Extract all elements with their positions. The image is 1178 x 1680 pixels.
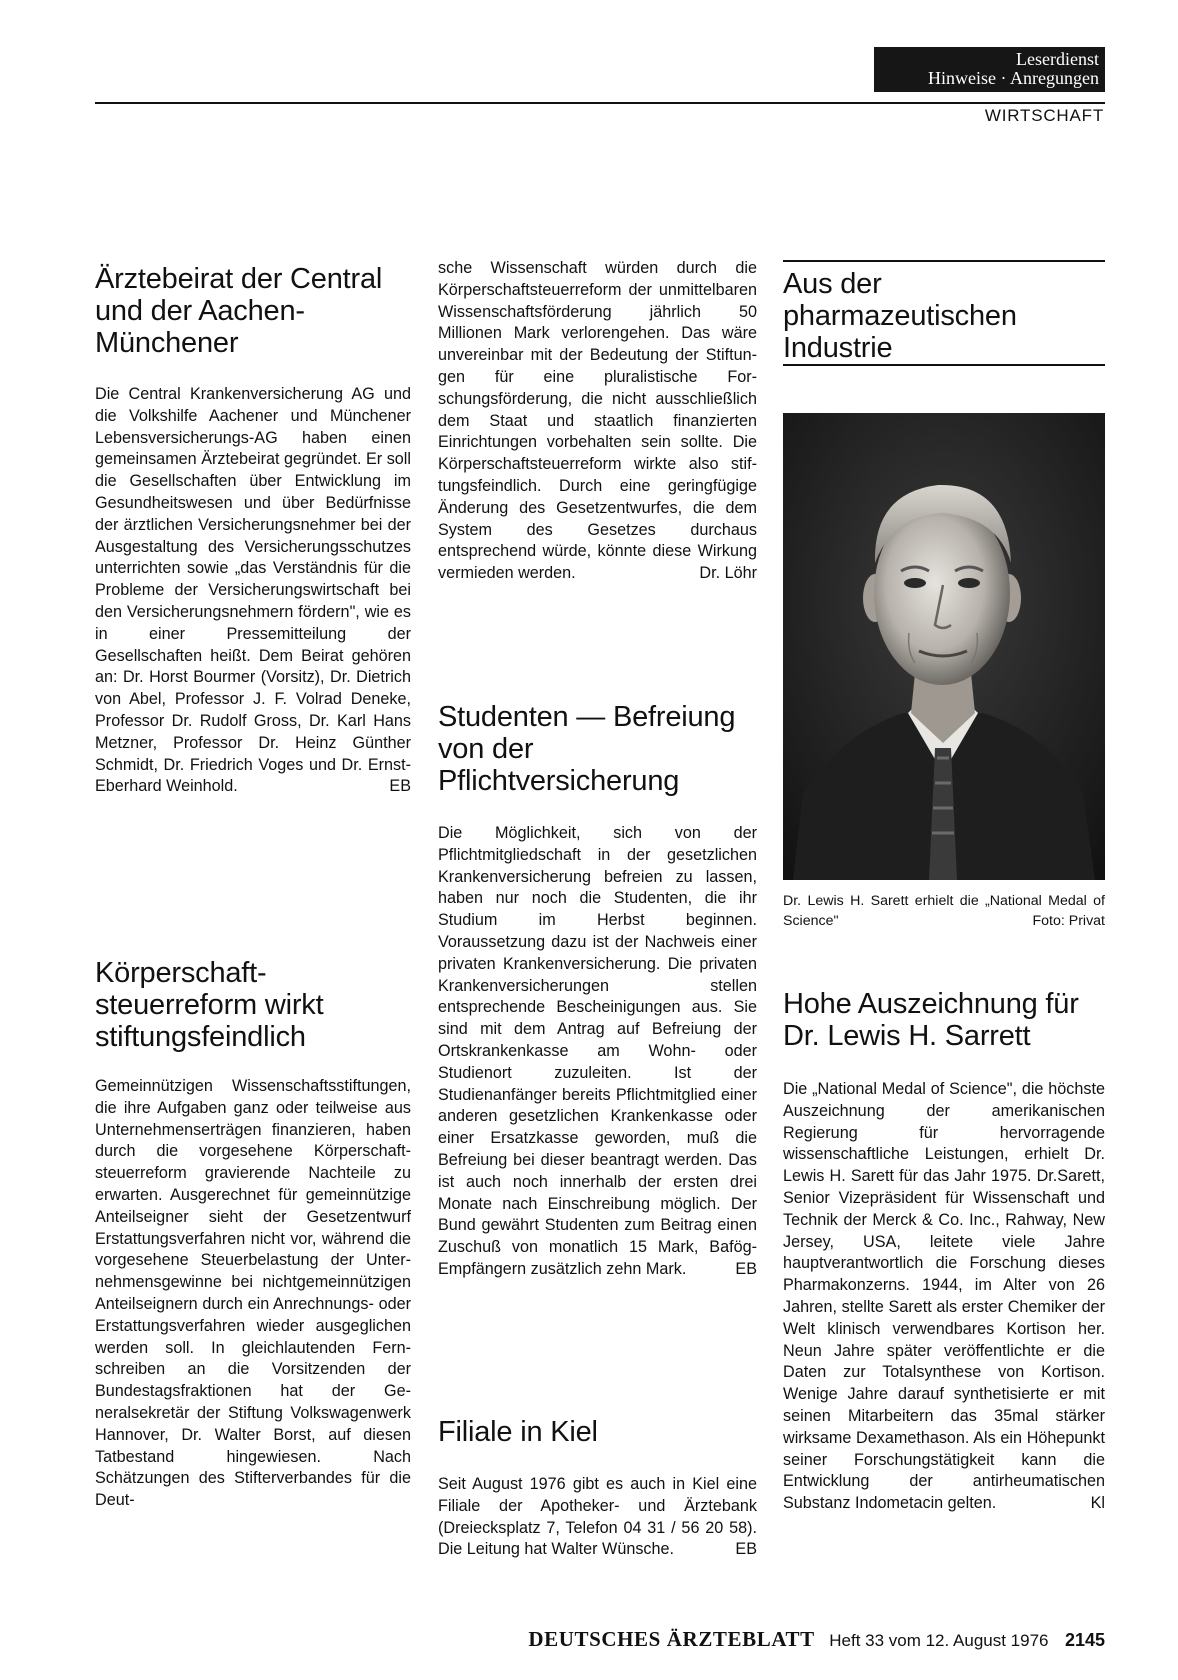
badge-line-hinweise: Hinweise · Anregungen: [928, 68, 1099, 88]
photo-credit: Foto: Privat: [1032, 913, 1105, 929]
article-body-filiale: [438, 1474, 757, 1561]
pharma-rule-bottom: [783, 364, 1105, 366]
photo-caption: [783, 891, 1105, 931]
signature-sarett: Kl: [1090, 1494, 1105, 1513]
signature-koerperschaft: Dr. Löhr: [699, 564, 757, 583]
article-text-koerperschaft-part2: sche Wissenschaft würden durch die Körperschaftsteuerreform der unmittelbaren Wissenschaftsförderung jährlich 50 Millionen Mark verlorengehen. Das wäre unvereinbar mit der Bedeutung der Stiftungen für eine pluralistische Forschungsförderung, die nicht ausschließlich dem Staat und staatlich finanzierten Einrichtungen vorbehalten sein sollte. Die Körperschaftsteuerreform wirkte also stiftungsfeindlich. Durch eine geringfügige Änderung des Gesetzentwurfes, die dem System des Gesetzes durchaus entsprechend würde, könnte diese Wirkung vermieden werden.: [438, 259, 757, 583]
header-rule: [95, 102, 1105, 104]
article-title-aerztebeirat: Ärztebeirat der Central und der Aachen-Münchener: [95, 263, 383, 359]
signature-studenten: EB: [735, 1259, 757, 1278]
article-body-sarett: [783, 1079, 1105, 1515]
article-text-studenten: Die Möglichkeit, sich von der Pflichtmitgliedschaft in der gesetzlichen Krankenversicherung befreien zu lassen, haben nur noch die Studenten, die ihr Studium im Herbst beginnen. Voraussetzung dazu ist der Nachweis einer privaten Krankenversicherung. Die privaten Krankenversicherungen stellen entsprechende Bescheinigungen aus. Sie sind mit dem Antrag auf Befreiung der Ortskrankenkasse am Wohn- oder Studienort zuzuleiten. Ist der Studienanfänger bereits Pflichtmitglied einer anderen gesetzlichen Krankenkasse oder einer Ersatzkasse geworden, muß die Befreiung bei dieser beantragt werden. Das ist auch noch innerhalb der ersten drei Monate nach Einschreibung möglich. Der Bund gewährt Studenten zum Beitrag einen Zuschuß von monatlich 15 Mark, Bafög-Empfängern zusätzlich zehn Mark.: [438, 824, 757, 1278]
article-text-sarett: Die „National Medal of Science", die höchste Auszeichnung der amerikanischen Regierung für hervorragende wissenschaftliche Leistungen, erhielt Dr. Lewis H. Sarett für das Jahr 1975. Dr.Sarett, Senior Vizepräsident für Wissenschaft und Technik der Merck & Co. Inc., Rahway, New Jersey, USA, leitete viele Jahre hauptverantwortlich die Forschung dieses Pharmakonzerns. 1944, im Alter von 26 Jahren, stellte Sarett als erster Chemiker der Welt klinisch verwendbares Kortison her. Neun Jahre später veröffentlichte er die Daten zur Totalsynthese von Kortison. Wenige Jahre darauf synthetisierte er mit seinen Mitarbeitern das 35mal stärker wirksame Dexamethason. Als ein Höhepunkt seiner Forschungstätigkeit kann die Entwicklung der antirheumatischen Substanz Indometacin gelten.: [783, 1080, 1105, 1513]
article-title-sarett: Hohe Auszeichnung für Dr. Lewis H. Sarrett: [783, 988, 1079, 1052]
article-body-studenten: [438, 823, 757, 1281]
section-label: WIRTSCHAFT: [984, 106, 1104, 125]
article-body-koerperschaft-part2: [438, 258, 757, 585]
footer-page-number: 2145: [1064, 1630, 1105, 1650]
badge-line-leserdienst: Leserdienst: [1016, 49, 1099, 69]
article-title-pharma: Aus der pharmazeutischen Industrie: [783, 268, 1017, 364]
article-text-aerztebeirat: Die Central Krankenversicherung AG und die Volkshilfe Aachener und Münchener Lebensversicherungs-AG haben einen gemeinsamen Ärztebeirat gegründet. Er soll die Gesellschaften über Entwicklung im Gesundheitswesen und über Bedürfnisse der ärztlichen Versicherungsnehmer bei der Ausgestaltung des Versicherungsschutzes unterrichten sowie „das Verständnis für die Probleme der Versicherungswirtschaft bei den Versicherungsnehmern fördern", wie es in einer Pressemitteilung der Gesellschaften heißt. Dem Beirat gehören an: Dr. Horst Bourmer (Vorsitz), Dr. Dietrich von Abel, Professor J. F. Volrad Deneke, Professor Dr. Rudolf Gross, Dr. Karl Hans Metzner, Professor Dr. Heinz Günther Schmidt, Dr. Friedrich Voges und Dr. Ernst-Eberhard Weinhold.: [95, 385, 411, 796]
photo-caption-text: Dr. Lewis H. Sarett erhielt die „National Medal of Science": [783, 893, 1105, 929]
page-footer: [455, 1627, 1105, 1652]
signature-filiale: EB: [735, 1540, 757, 1559]
footer-masthead: DEUTSCHES ÄRZTEBLATT: [528, 1627, 815, 1651]
article-body-aerztebeirat: [95, 384, 411, 798]
article-text-filiale: Seit August 1976 gibt es auch in Kiel eine Filiale der Apotheker- und Ärztebank (Dreiecksplatz 7, Telefon 04 31 / 56 20 58). Die Leitung hat Walter Wünsche.: [438, 1475, 757, 1559]
article-title-filiale: Filiale in Kiel: [438, 1416, 598, 1448]
header-badge: [874, 47, 1105, 92]
article-title-studenten: Studenten — Befreiung von der Pflichtversicherung: [438, 701, 736, 797]
article-body-koerperschaft-part1: Gemeinnützigen Wissenschaftsstiftungen, die ihre Aufgaben ganz oder teilweise aus Unternehmenserträgen finanzieren, haben durch die vorgesehene Körperschaftsteuerreform gravierende Nachteile zu erwarten. Ausgerechnet für gemeinnützige Anteilseigner sieht der Gesetzentwurf Erstattungsverfahren nicht vor, während die vorgesehene Steuerbelastung der Unternehmensgewinne bei nichtgemeinnützigen Anteilseignern durch ein Anrechnungs- oder Erstattungsverfahren wieder ausgeglichen werden soll. In gleichlautenden Fernschreiben an die Vorsitzenden der Bundestagsfraktionen hat der Generalsekretär der Stiftung Volkswagenwerk Hannover, Dr. Walter Borst, auf diesen Tatbestand hingewiesen. Nach Schätzungen des Stifterverbandes für die Deut-: [95, 1077, 411, 1510]
portrait-illustration: [783, 413, 1105, 880]
footer-issue: Heft 33 vom 12. August 1976: [829, 1631, 1049, 1650]
signature-aerztebeirat: EB: [389, 777, 411, 796]
article-title-koerperschaft: Körperschaftsteuerreform wirkt stiftungsfeindlich: [95, 957, 324, 1053]
portrait-photo: [783, 413, 1105, 880]
pharma-rule-top: [783, 260, 1105, 262]
